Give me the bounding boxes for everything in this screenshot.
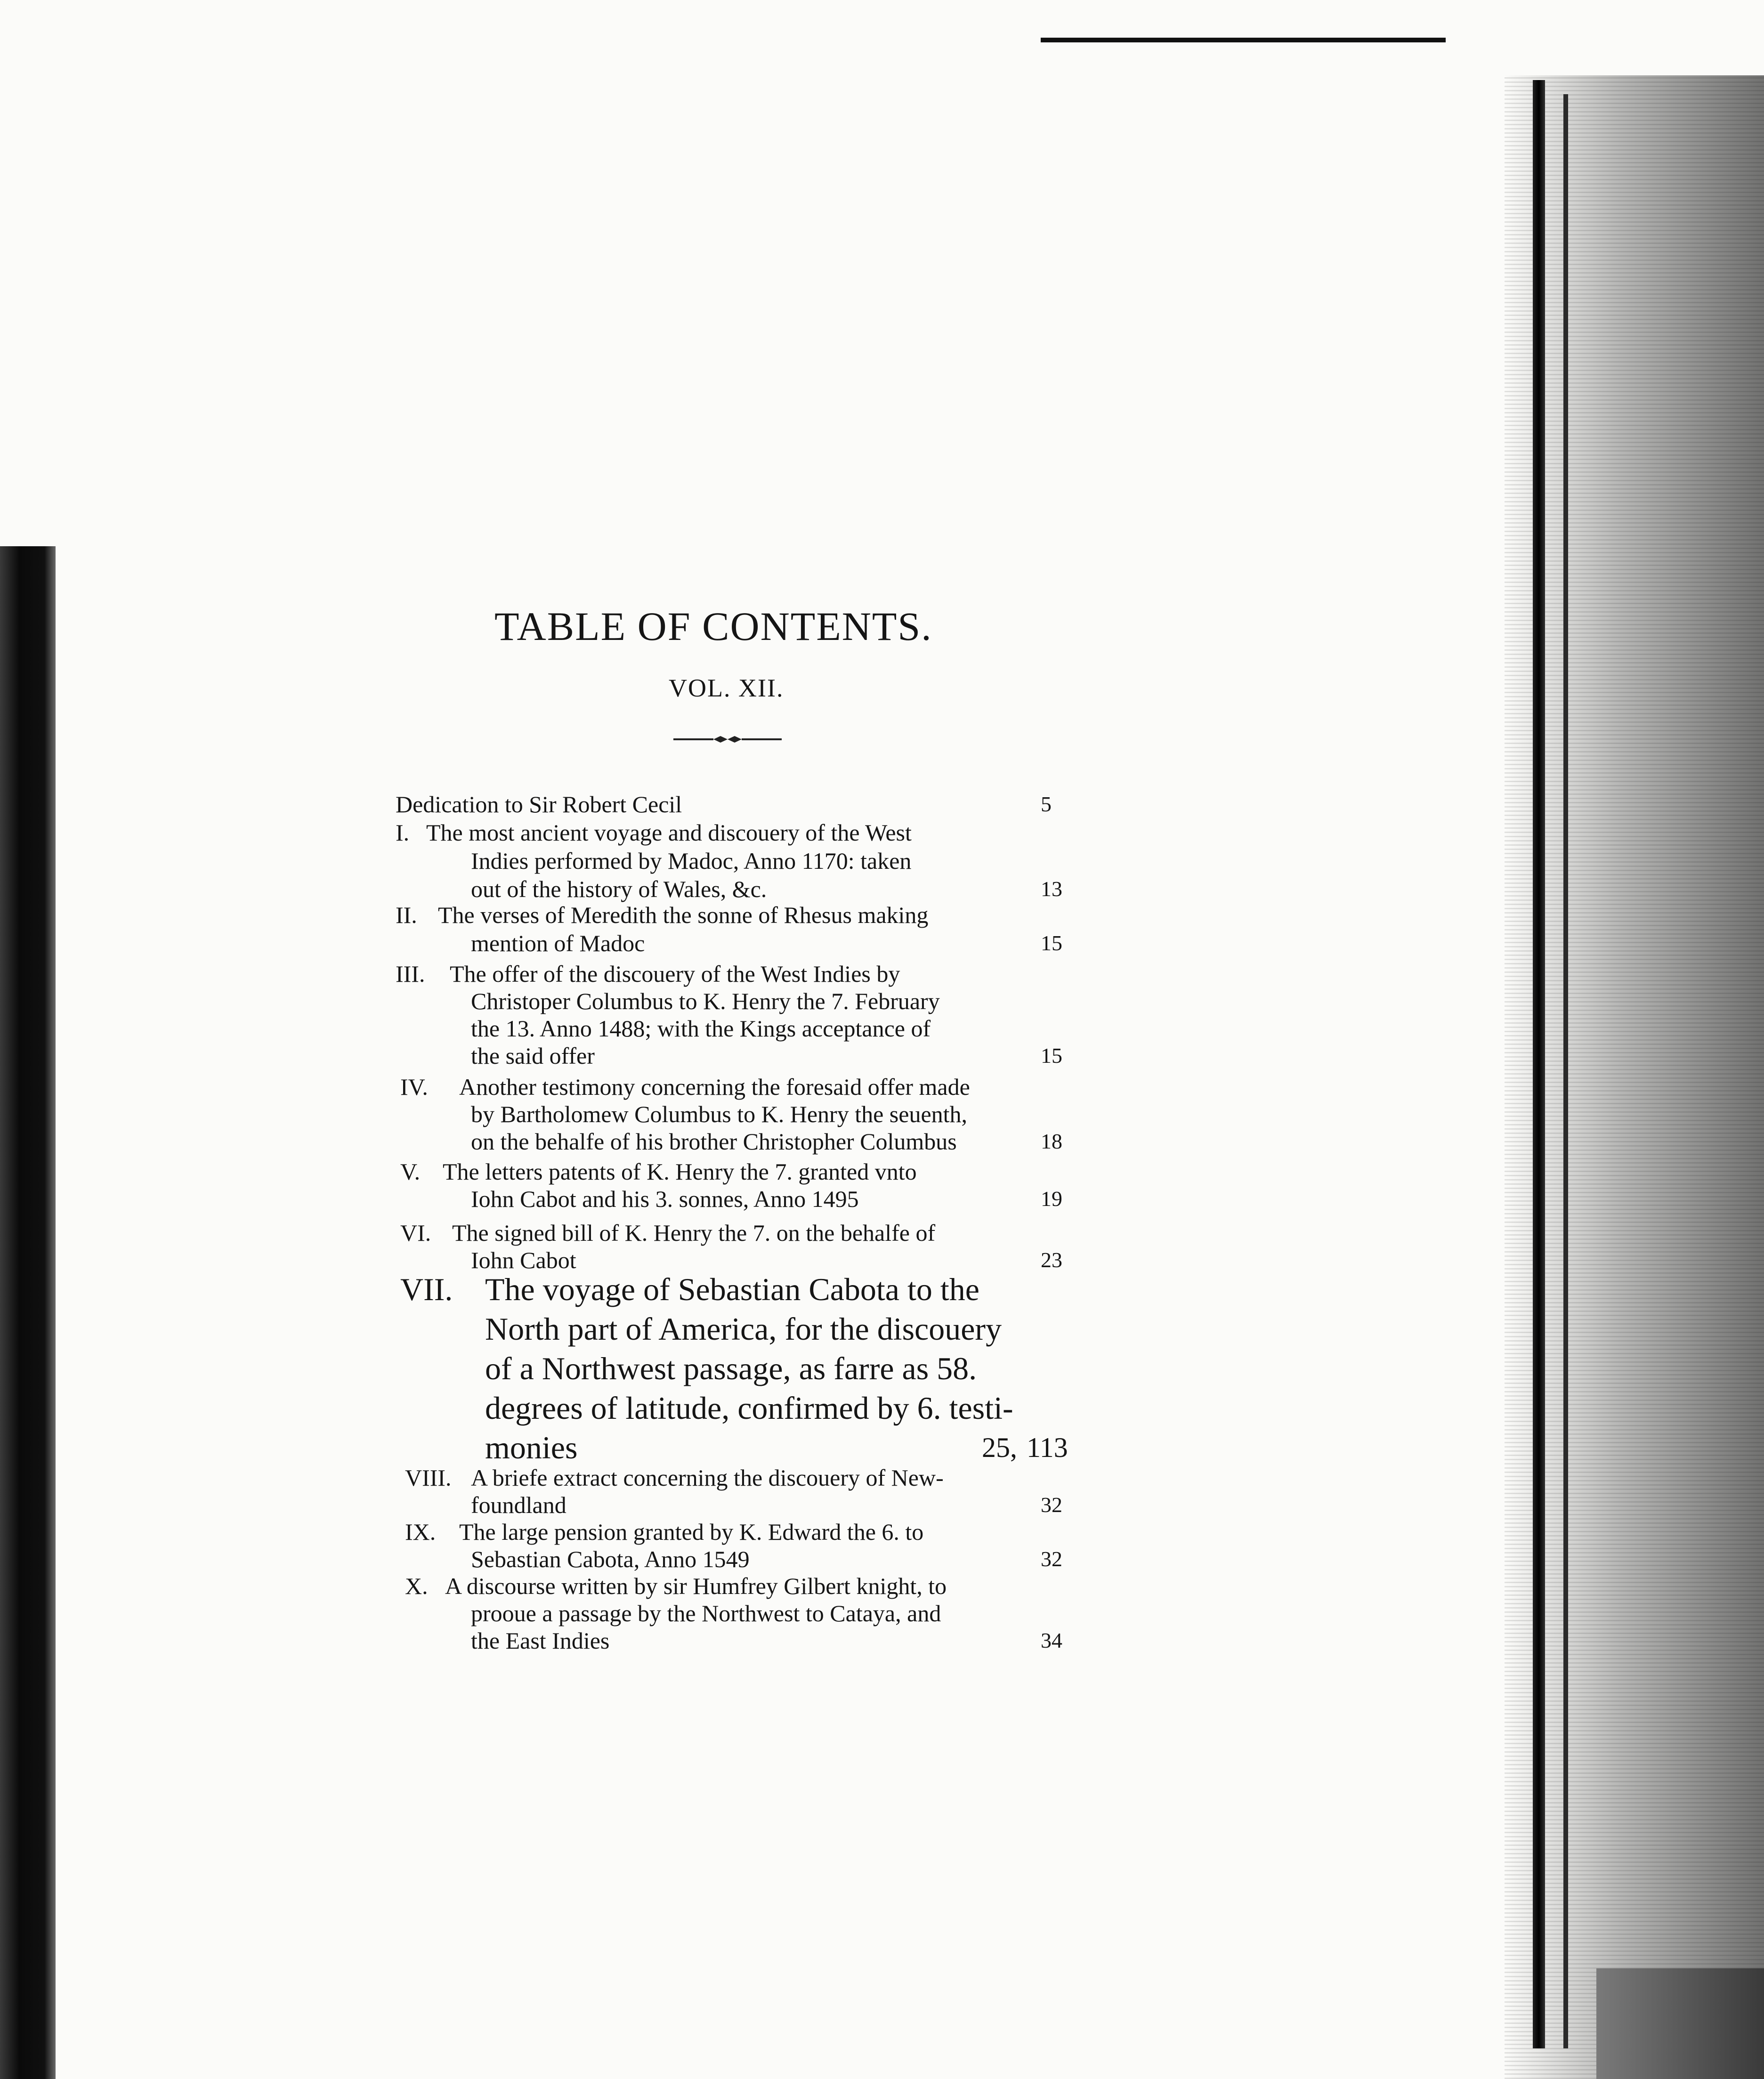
page-title: TABLE OF CONTENTS. (494, 604, 932, 649)
toc-page-number: 13 (1041, 877, 1062, 901)
toc-page-number: 19 (1041, 1187, 1062, 1211)
volume-label: VOL. XII. (669, 674, 784, 702)
toc-entry-line: The letters patents of K. Henry the 7. granted vnto (443, 1158, 917, 1185)
toc-page-number: 32 (1041, 1547, 1062, 1571)
toc-entry-number: II. (396, 902, 417, 928)
toc-entry-line: on the behalfe of his brother Christopher Columbus (471, 1128, 957, 1155)
toc-entry-line: mention of Madoc (471, 930, 645, 956)
toc-entry-number: IX. (405, 1519, 436, 1545)
toc-entry-line: the 13. Anno 1488; with the Kings acceptance of (471, 1015, 931, 1042)
toc-entry-line: The offer of the discouery of the West Indies by (450, 961, 900, 987)
toc-entry-line: foundland (471, 1492, 566, 1518)
toc-entry-number: I. (396, 819, 410, 846)
toc-entry-line: The verses of Meredith the sonne of Rhesus making (438, 902, 929, 928)
toc-page-number: 15 (1041, 931, 1062, 955)
toc-entry-line: Iohn Cabot (471, 1247, 576, 1273)
toc-entry-line: North part of America, for the discouery (485, 1311, 1002, 1347)
toc-entry-line: The signed bill of K. Henry the 7. on the behalfe of (452, 1220, 936, 1246)
toc-page-number: 23 (1041, 1248, 1062, 1272)
toc-entry-line: the East Indies (471, 1627, 610, 1654)
toc-page-number: 5 (1041, 792, 1052, 816)
toc-entry-line: prooue a passage by the Northwest to Cataya, and (471, 1600, 941, 1626)
toc-entry-number: IV. (400, 1074, 428, 1100)
toc-page-number-secondary: 25, (982, 1432, 1017, 1463)
toc-entry-line: by Bartholomew Columbus to K. Henry the seuenth, (471, 1101, 968, 1127)
toc-entry-line: The large pension granted by K. Edward the 6. to (459, 1519, 924, 1545)
toc-entry-line: Sebastian Cabota, Anno 1549 (471, 1546, 750, 1572)
toc-entry-line: degrees of latitude, confirmed by 6. testi- (485, 1390, 1013, 1426)
toc-entry-line: Another testimony concerning the foresaid offer made (459, 1074, 970, 1100)
toc-page-number: 18 (1041, 1129, 1062, 1153)
toc-entry-line: Dedication to Sir Robert Cecil (396, 791, 682, 817)
toc-entry-line: A discourse written by sir Humfrey Gilbert knight, to (445, 1573, 947, 1599)
toc-entry-line: Iohn Cabot and his 3. sonnes, Anno 1495 (471, 1186, 859, 1212)
toc-entry-line: Indies performed by Madoc, Anno 1170: taken (471, 848, 912, 874)
toc-entry-number: X. (405, 1573, 428, 1599)
toc-entry-number: VII. (400, 1271, 453, 1307)
toc-entry-line: A briefe extract concerning the discouery of New- (471, 1464, 944, 1491)
toc-entry-number: III. (396, 961, 425, 987)
toc-entry-line: The most ancient voyage and discouery of the West (426, 819, 912, 846)
toc-entry-line: of a Northwest passage, as farre as 58. (485, 1351, 977, 1386)
toc-page-number: 34 (1041, 1628, 1062, 1652)
toc-entry-line: The voyage of Sebastian Cabota to the (485, 1271, 979, 1307)
toc-page-number: 113 (1027, 1432, 1068, 1463)
toc-entry-line: Christoper Columbus to K. Henry the 7. February (471, 988, 940, 1014)
toc-entry-line: out of the history of Wales, &c. (471, 876, 767, 902)
toc-page-number: 32 (1041, 1493, 1062, 1517)
toc-entry-line: the said offer (471, 1043, 595, 1069)
toc-entry-number: V. (400, 1158, 421, 1185)
toc-entry-line: monies (485, 1430, 578, 1465)
toc-entry-number: VI. (400, 1220, 431, 1246)
toc-entry-number: VIII. (405, 1464, 452, 1491)
toc-page-number: 15 (1041, 1044, 1062, 1068)
